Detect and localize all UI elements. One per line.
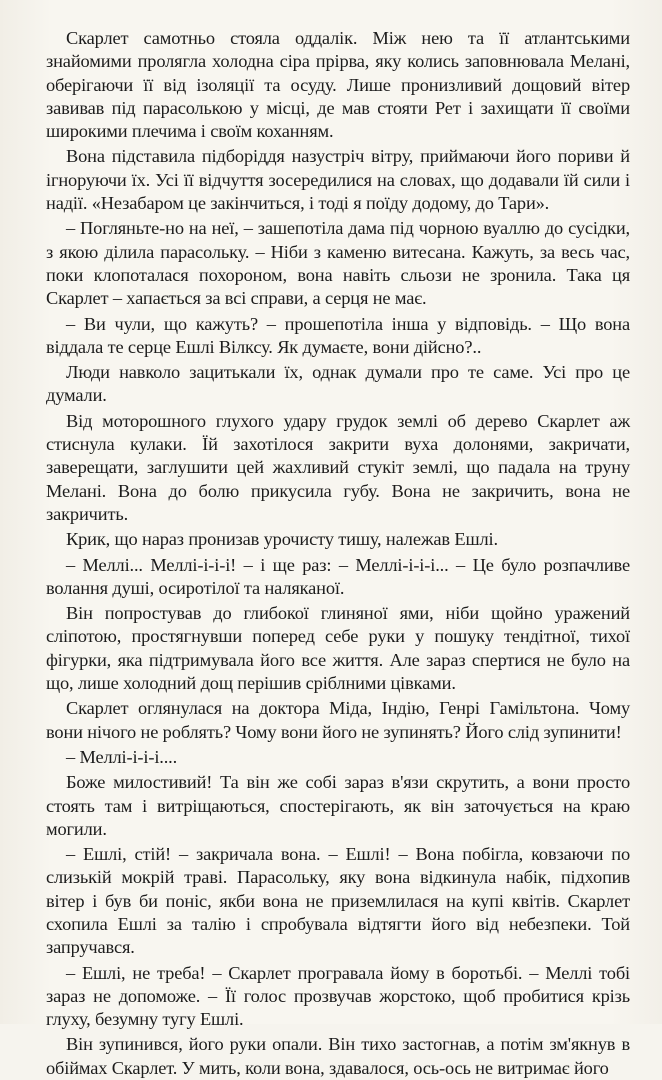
paragraph: Від моторошного глухого удару грудок землі об дерево Скарлет аж стиснула кулаки. Їй захотілося закрити вуха долонями, закричати, заверещати, заглушити цей жахливий стукіт землі, що падала на труну Мелані. Вона до болю прикусила губу. Вона не закричить, вона не закричить. (46, 410, 630, 524)
paragraph: – Погляньте-но на неї, – зашепотіла дама під чорною вуаллю до сусідки, з якою ділила парасольку. – Ніби з каменю витесана. Кажуть, за весь час, поки клопоталася похороном, вона навіть сльози не зронила. Така ця Скарлет – хапається за всі справи, а серця не має. (46, 218, 630, 309)
paragraph: – Ешлі, стій! – закричала вона. – Ешлі! – Вона побігла, ковзаючи по слизькій мокрій траві. Парасольку, яку вона відкинула набік, підхопив вітер і був би поніс, якби вона не приземлилася на купі квітів. Скарлет схопила Ешлі за талію і спробувала відтягти його від небезпеки. Той запручався. (46, 844, 630, 958)
paragraph: – Ешлі, не треба! – Скарлет програвала йому в боротьбі. – Меллі тобі зараз не допоможе. – Її голос прозвучав жорстоко, щоб пробитися крізь глуху, безумну тугу Ешлі. (46, 962, 630, 1030)
paragraph: – Ви чули, що кажуть? – прошепотіла інша у відповідь. – Що вона віддала те серце Ешлі Вілксу. Як думаєте, вони дійсно?.. (46, 313, 630, 357)
paragraph: Крик, що нараз пронизав урочисту тишу, належав Ешлі. (66, 529, 498, 550)
page-text (46, 27, 630, 1080)
paragraph: Він зупинився, його руки опали. Він тихо застогнав, а потім зм'якнув в обіймах Скарлет. У мить, коли вона, здавалося, ось-ось не витримає його (46, 1034, 630, 1078)
paragraph: Вона підставила підборіддя назустріч вітру, приймаючи його пориви й ігноруючи їх. Усі її відчуття зосередилися на словах, що додавали їй сили і надії. «Незабаром це закінчиться, і тоді я поїду додому, до Тари». (46, 146, 630, 214)
paragraph: Скарлет оглянулася на доктора Міда, Індію, Генрі Гамільтона. Чому вони нічого не роблять? Чому вони його не зупинять? Його слід зупинити! (46, 698, 630, 742)
paragraph: Люди навколо зацитькали їх, однак думали про те саме. Усі про це думали. (46, 362, 630, 406)
paragraph: Скарлет самотньо стояла оддалік. Між нею та її атлантськими знайомими проляглa холодна сіра прірва, яку колись заповнювала Мелані, оберігаючи її від ізоляції та осуду. Лише пронизливий дощовий вітер завивав під парасолькою у місці, де мав стояти Рет і захищати її своїми широкими плечима і своїм коханням. (46, 28, 630, 142)
paragraph: Він попростував до глибокої глиняної ями, ніби щойно уражений сліпотою, простягнувши поперед себе руки у пошуку тендітної, тихої фігурки, яка підтримувала його все життя. Але зараз спертися не було на що, лише холодний дощ перішив сріблними цівками. (46, 603, 630, 694)
paragraph: Боже милостивий! Та він же собі зараз в'язи скрутить, а вони просто стоять там і витріщаються, спостерігають, як він заточується на краю могили. (46, 772, 630, 839)
paragraph: – Меллі-і-і-і.... (66, 746, 178, 767)
paragraph: – Меллі... Меллі-і-і-і! – і ще раз: – Меллі-і-і-і... – Це було розпачливе волання душі, осиротілої та наляканої. (46, 554, 630, 598)
